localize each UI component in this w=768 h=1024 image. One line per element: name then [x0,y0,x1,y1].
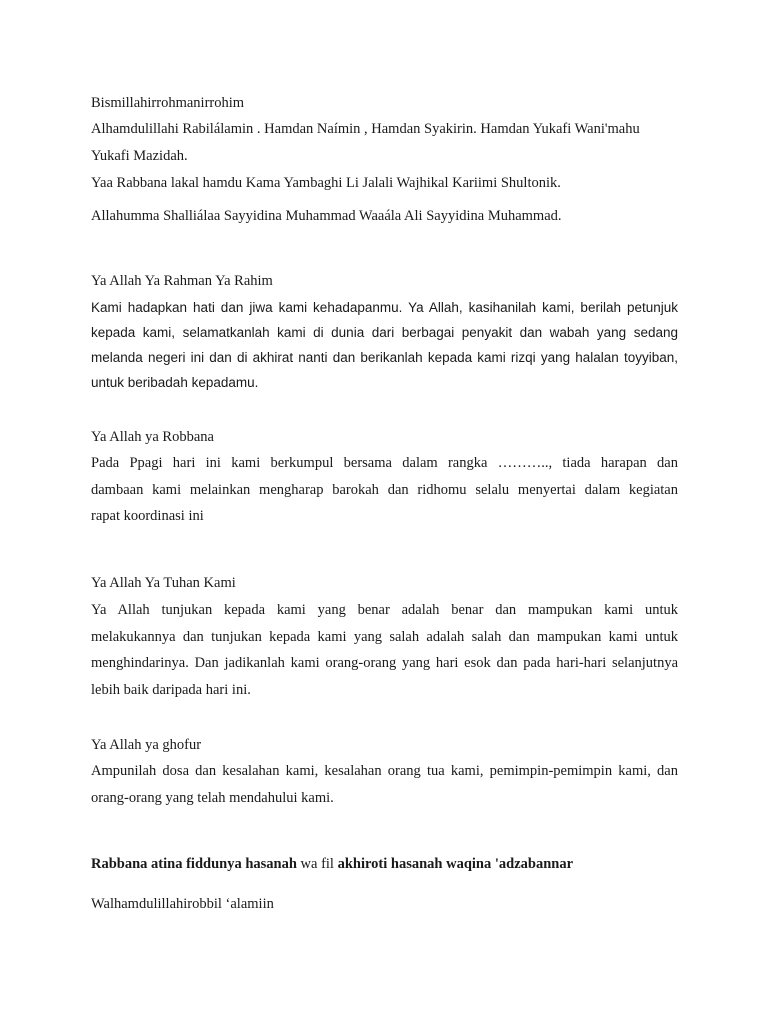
rabbana-normal-part: wa fil [296,856,338,872]
hamdalah-line-1: Alhamdulillahi Rabilálamin . Hamdan Naímin , Hamdan Syakirin. Hamdan Yukafi Wani'mahu [91,121,640,137]
section-body-robbana [91,450,678,530]
body-line: melanda negeri ini dan di akhirat nanti dan berikanlah kepada kami rizqi yang halalan toyyiban, [91,350,678,365]
body-line: Kami hadapkan hati dan jiwa kami kehadapanmu. Ya Allah, kasihanilah kami, berilah petunjuk [91,300,678,315]
body-line: lebih baik daripada hari ini. [91,681,251,698]
body-line: kepada kami, selamatkanlah kami di dunia dari berbagai penyakit dan wabah yang sedang [91,325,678,340]
section-heading-rahman: Ya Allah Ya Rahman Ya Rahim [91,273,273,289]
body-line: melakukannya dan tunjukan kepada kami yang salah adalah salah dan mampukan kami untuk [91,628,678,645]
section-body-rahman [91,295,678,395]
body-line: dambaan kami melainkan mengharap barokah dan ridhomu selalu menyertai dalam kegiatan [91,481,678,498]
rabbana-atina-line [91,854,573,874]
section-heading-robbana: Ya Allah ya Robbana [91,429,214,445]
rabbana-hamd-line: Yaa Rabbana lakal hamdu Kama Yambaghi Li Jalali Wajhikal Kariimi Shultonik. [91,175,561,191]
body-line: rapat koordinasi ini [91,508,204,524]
body-line: menghindarinya. Dan jadikanlah kami orang-orang yang hari esok dan pada hari-hari selanjutnya [91,655,678,671]
section-heading-tuhan: Ya Allah Ya Tuhan Kami [91,575,236,591]
section-heading-ghofur: Ya Allah ya ghofur [91,737,202,753]
body-line: Ampunilah dosa dan kesalahan kami, kesalahan orang tua kami, pemimpin-pemimpin kami, dan [91,763,678,779]
rabbana-bold-part-1: Rabbana atina fiddunya hasanah [91,856,297,872]
bismillah-line: Bismillahirrohmanirrohim [91,95,245,111]
section-body-tuhan [91,597,678,703]
body-line: untuk beribadah kepadamu. [91,375,259,390]
shalawat-line: Allahumma Shalliálaa Sayyidina Muhammad Waaála Ali Sayyidina Muhammad. [91,208,562,224]
body-line: Ya Allah tunjukan kepada kami yang benar adalah benar dan mampukan kami untuk [91,602,678,618]
section-body-ghofur [91,758,678,811]
hamdalah-line-2: Yukafi Mazidah. [91,148,188,164]
walhamdulillah-line: Walhamdulillahirobbil ‘alamiin [91,896,274,912]
body-line: Pada Ppagi hari ini kami berkumpul bersama dalam rangka ……….., tiada harapan dan [91,455,678,471]
document-page [91,0,678,1024]
body-line: orang-orang yang telah mendahului kami. [91,789,334,806]
rabbana-bold-part-2: akhiroti hasanah waqina 'adzabannar [337,856,574,872]
